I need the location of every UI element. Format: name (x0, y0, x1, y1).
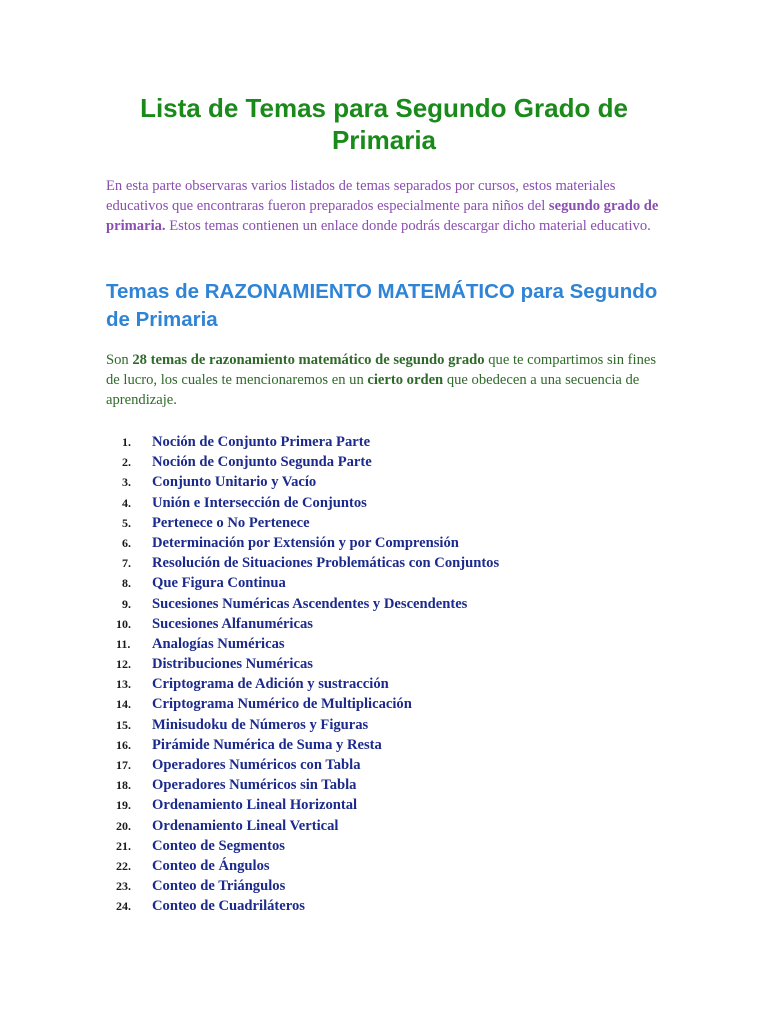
topic-link[interactable]: Analogías Numéricas (152, 635, 285, 652)
list-item-number: 19. (116, 798, 131, 813)
topic-link[interactable]: Sucesiones Numéricas Ascendentes y Descendentes (152, 595, 468, 612)
intro-bold-text: segundo grado de primaria. (106, 198, 659, 234)
list-item-number: 12. (116, 657, 131, 672)
list-item (106, 575, 666, 595)
topic-link[interactable]: Operadores Numéricos sin Tabla (152, 777, 357, 794)
list-item-number: 24. (116, 899, 131, 914)
list-item (106, 818, 666, 838)
list-item-number: 23. (116, 879, 131, 894)
topic-link[interactable]: Minisudoku de Números y Figuras (152, 716, 369, 733)
list-item-number: 8. (122, 576, 131, 591)
list-item-number: 14. (116, 697, 131, 712)
list-item-number: 20. (116, 818, 131, 833)
topic-link[interactable]: Que Figura Continua (152, 575, 286, 592)
list-item-number: 7. (122, 556, 131, 571)
topic-link[interactable]: Noción de Conjunto Segunda Parte (152, 454, 372, 471)
section-heading: Temas de RAZONAMIENTO MATEMÁTICO para Segundo de Primaria (106, 280, 658, 331)
list-item (106, 596, 666, 616)
topic-link[interactable]: Conteo de Ángulos (152, 857, 270, 874)
list-item-number: 9. (122, 596, 131, 611)
summary-text-2: que te compartimos sin fines de lucro, los cuales te mencionaremos en un (106, 352, 657, 388)
intro-text-2: Estos temas contienen un enlace donde podrás descargar dicho material educativo. (165, 218, 651, 234)
page-title: Lista de Temas para Segundo Grado de Primaria (140, 93, 628, 155)
list-item (106, 838, 666, 858)
list-item (106, 878, 666, 898)
list-item-number: 1. (122, 435, 131, 449)
list-item (106, 696, 666, 716)
topic-link[interactable]: Noción de Conjunto Primera Parte (152, 434, 371, 450)
list-item-number: 15. (116, 717, 131, 732)
topic-link[interactable]: Sucesiones Alfanuméricas (152, 615, 313, 632)
list-item (106, 676, 666, 696)
topic-link[interactable]: Conteo de Cuadriláteros (152, 898, 305, 915)
summary-bold-2: cierto orden (367, 372, 444, 388)
list-item-number: 11. (116, 636, 131, 651)
topic-link[interactable]: Resolución de Situaciones Problemáticas con Conjuntos (152, 555, 500, 572)
topic-link[interactable]: Unión e Intersección de Conjuntos (152, 494, 367, 511)
list-item (106, 474, 666, 494)
topic-link[interactable]: Conteo de Segmentos (152, 837, 285, 854)
list-item (106, 454, 666, 474)
list-item-number: 16. (116, 737, 131, 752)
list-item (106, 737, 666, 757)
list-item-number: 5. (122, 515, 131, 530)
topic-link[interactable]: Pirámide Numérica de Suma y Resta (152, 736, 382, 753)
list-item (106, 515, 666, 535)
list-item (106, 535, 666, 555)
summary-paragraph (106, 350, 666, 410)
list-item-number: 21. (116, 838, 131, 853)
list-item (106, 434, 666, 454)
list-item (106, 636, 666, 656)
topic-list (106, 434, 666, 919)
list-item-number: 3. (122, 475, 131, 490)
list-item-number: 6. (122, 535, 131, 550)
list-item (106, 898, 666, 918)
summary-bold-1: 28 temas de razonamiento matemático de segundo grado (132, 352, 485, 368)
topic-link[interactable]: Conteo de Triángulos (152, 878, 286, 895)
topic-link[interactable]: Operadores Numéricos con Tabla (152, 757, 361, 773)
summary-text-3: que obedecen a una secuencia de aprendizaje. (106, 372, 640, 408)
list-item-number: 13. (116, 677, 131, 692)
list-item-number: 18. (116, 778, 131, 793)
list-item (106, 495, 666, 515)
topic-link[interactable]: Criptograma Numérico de Multiplicación (152, 696, 412, 713)
list-item (106, 797, 666, 817)
list-item (106, 757, 666, 777)
list-item-number: 10. (116, 616, 131, 631)
list-item (106, 656, 666, 676)
list-item-number: 2. (122, 455, 131, 470)
list-item (106, 777, 666, 797)
topic-link[interactable]: Conjunto Unitario y Vacío (152, 474, 317, 491)
list-item (106, 555, 666, 575)
summary-text-1: Son (106, 352, 133, 368)
topic-link[interactable]: Criptograma de Adición y sustracción (152, 676, 389, 693)
list-item (106, 616, 666, 636)
list-item-number: 22. (116, 858, 131, 873)
topic-link[interactable]: Determinación por Extensión y por Comprensión (152, 534, 459, 551)
topic-link[interactable]: Ordenamiento Lineal Horizontal (152, 797, 358, 814)
topic-link[interactable]: Pertenece o No Pertenece (152, 514, 310, 531)
intro-paragraph (106, 176, 666, 236)
list-item (106, 858, 666, 878)
list-item-number: 4. (122, 495, 131, 510)
topic-link[interactable]: Distribuciones Numéricas (152, 656, 313, 673)
topic-link[interactable]: Ordenamiento Lineal Vertical (152, 817, 339, 834)
intro-text-1: En esta parte observaras varios listados de temas separados por cursos, estos materiales educativos que encontraras fueron preparados especialmente para niños del (106, 178, 616, 214)
list-item (106, 717, 666, 737)
list-item-number: 17. (116, 758, 131, 772)
